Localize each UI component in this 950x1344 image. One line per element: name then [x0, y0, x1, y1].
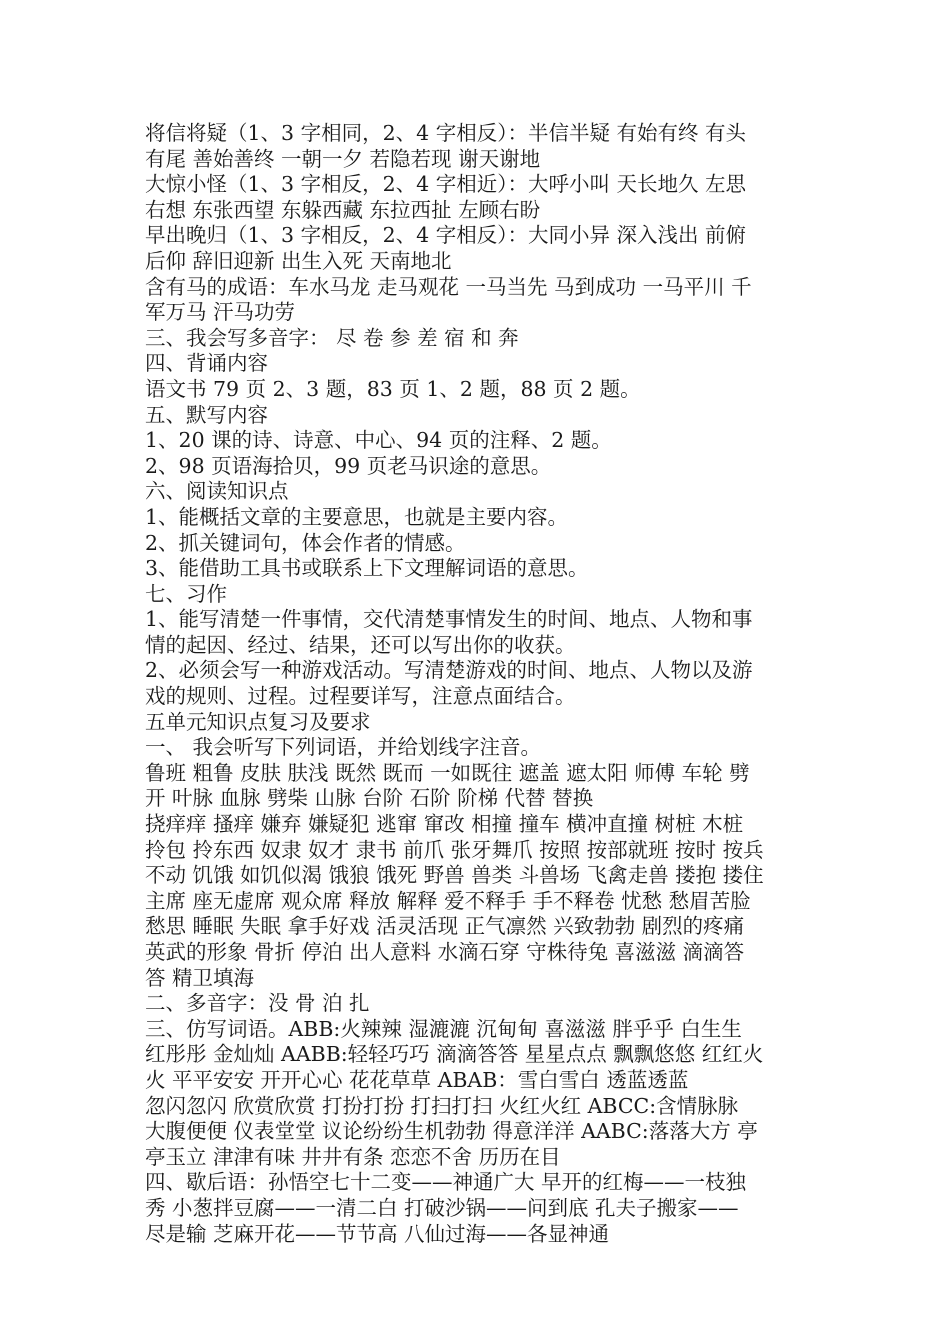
text-line: 答 精卫填海 [145, 965, 255, 990]
text-line: 大腹便便 仪表堂堂 议论纷纷生机勃勃 得意洋洋 AABC:落落大方 亭 [145, 1119, 758, 1144]
text-line: 火 平平安安 开开心心 花花草草 ABAB：雪白雪白 透蓝透蓝 [145, 1067, 689, 1092]
text-line: 1、能概括文章的主要意思，也就是主要内容。 [145, 504, 569, 529]
text-line: 五、默写内容 [145, 402, 268, 427]
text-line: 拎包 拎东西 奴隶 奴才 隶书 前爪 张牙舞爪 按照 按部就班 按时 按兵 [145, 837, 764, 862]
text-line: 三、仿写词语。ABB:火辣辣 湿漉漉 沉甸甸 喜滋滋 胖乎乎 白生生 [145, 1016, 742, 1041]
text-line: 七、习作 [145, 581, 227, 606]
text-line: 二、多音字：没 骨 泊 扎 [145, 991, 370, 1016]
text-line: 鲁班 粗鲁 皮肤 肤浅 既然 既而 一如既往 遮盖 遮太阳 师傅 车轮 劈 [145, 760, 750, 785]
text-line: 秀 小葱拌豆腐——一清二白 打破沙锅——问到底 孔夫子搬家—— [145, 1195, 739, 1220]
text-line: 情的起因、经过、结果，还可以写出你的收获。 [145, 632, 576, 657]
text-line: 大惊小怪（1、3 字相反，2、4 字相近）：大呼小叫 天长地久 左思 [145, 172, 746, 197]
text-line: 不动 饥饿 如饥似渴 饿狼 饿死 野兽 兽类 斗兽场 飞禽走兽 搂抱 搂住 [145, 863, 764, 888]
text-line: 2、98 页语海拾贝，99 页老马识途的意思。 [145, 453, 552, 478]
text-line: 亭玉立 津津有味 井井有条 恋恋不舍 历历在目 [145, 1144, 561, 1169]
text-line: 后仰 辞旧迎新 出生入死 天南地北 [145, 248, 452, 273]
text-line: 愁思 睡眠 失眠 拿手好戏 活灵活现 正气凛然 兴致勃勃 剧烈的疼痛 [145, 914, 745, 939]
text-line: 语文书 79 页 2、3 题，83 页 1、2 题，88 页 2 题。 [145, 376, 641, 401]
text-line: 3、能借助工具书或联系上下文理解词语的意思。 [145, 556, 589, 581]
text-line: 三、我会写多音字： 尽 卷 参 差 宿 和 奔 [145, 325, 519, 350]
text-line: 开 叶脉 血脉 劈柴 山脉 台阶 石阶 阶梯 代替 替换 [145, 786, 594, 811]
text-line: 2、必须会写一种游戏活动。写清楚游戏的时间、地点、人物以及游 [145, 658, 753, 683]
text-line: 六、阅读知识点 [145, 479, 289, 504]
text-line: 早出晚归（1、3 字相反，2、4 字相反）：大同小异 深入浅出 前俯 [145, 223, 746, 248]
text-line: 挠痒痒 搔痒 嫌弃 嫌疑犯 逃窜 窜改 相撞 撞车 横冲直撞 树桩 木桩 [145, 812, 744, 837]
text-line: 1、20 课的诗、诗意、中心、94 页的注释、2 题。 [145, 428, 612, 453]
text-line: 尽是输 芝麻开花——节节高 八仙过海——各显神通 [145, 1221, 610, 1246]
document-body [145, 121, 813, 1247]
text-line: 军万马 汗马功劳 [145, 300, 296, 325]
text-line: 五单元知识点复习及要求 [145, 709, 371, 734]
text-line: 忽闪忽闪 欣赏欣赏 打扮打扮 打扫打扫 火红火红 ABCC:含情脉脉 [145, 1093, 739, 1118]
text-line: 四、背诵内容 [145, 351, 268, 376]
text-line: 含有马的成语：车水马龙 走马观花 一马当先 马到成功 一马平川 千 [145, 274, 752, 299]
text-line: 四、歇后语：孙悟空七十二变——神通广大 早开的红梅——一枝独 [145, 1170, 747, 1195]
text-line: 红彤彤 金灿灿 AABB:轻轻巧巧 滴滴答答 星星点点 飘飘悠悠 红红火 [145, 1042, 764, 1067]
text-line: 有尾 善始善终 一朝一夕 若隐若现 谢天谢地 [145, 146, 541, 171]
text-line: 右想 东张西望 东躲西藏 东拉西扯 左顾右盼 [145, 197, 541, 222]
text-line: 2、抓关键词句，体会作者的情感。 [145, 530, 466, 555]
text-line: 戏的规则、过程。过程要详写，注意点面结合。 [145, 684, 576, 709]
text-line: 将信将疑（1、3 字相同，2、4 字相反）：半信半疑 有始有终 有头 [145, 121, 746, 145]
text-line: 1、能写清楚一件事情，交代清楚事情发生的时间、地点、人物和事 [145, 607, 753, 632]
text-line: 主席 座无虚席 观众席 释放 解释 爱不释手 手不释卷 忧愁 愁眉苦脸 [145, 888, 751, 913]
text-line: 英武的形象 骨折 停泊 出人意料 水滴石穿 守株待兔 喜滋滋 滴滴答 [145, 940, 745, 964]
text-line: 一、 我会听写下列词语，并给划线字注音。 [145, 735, 542, 760]
